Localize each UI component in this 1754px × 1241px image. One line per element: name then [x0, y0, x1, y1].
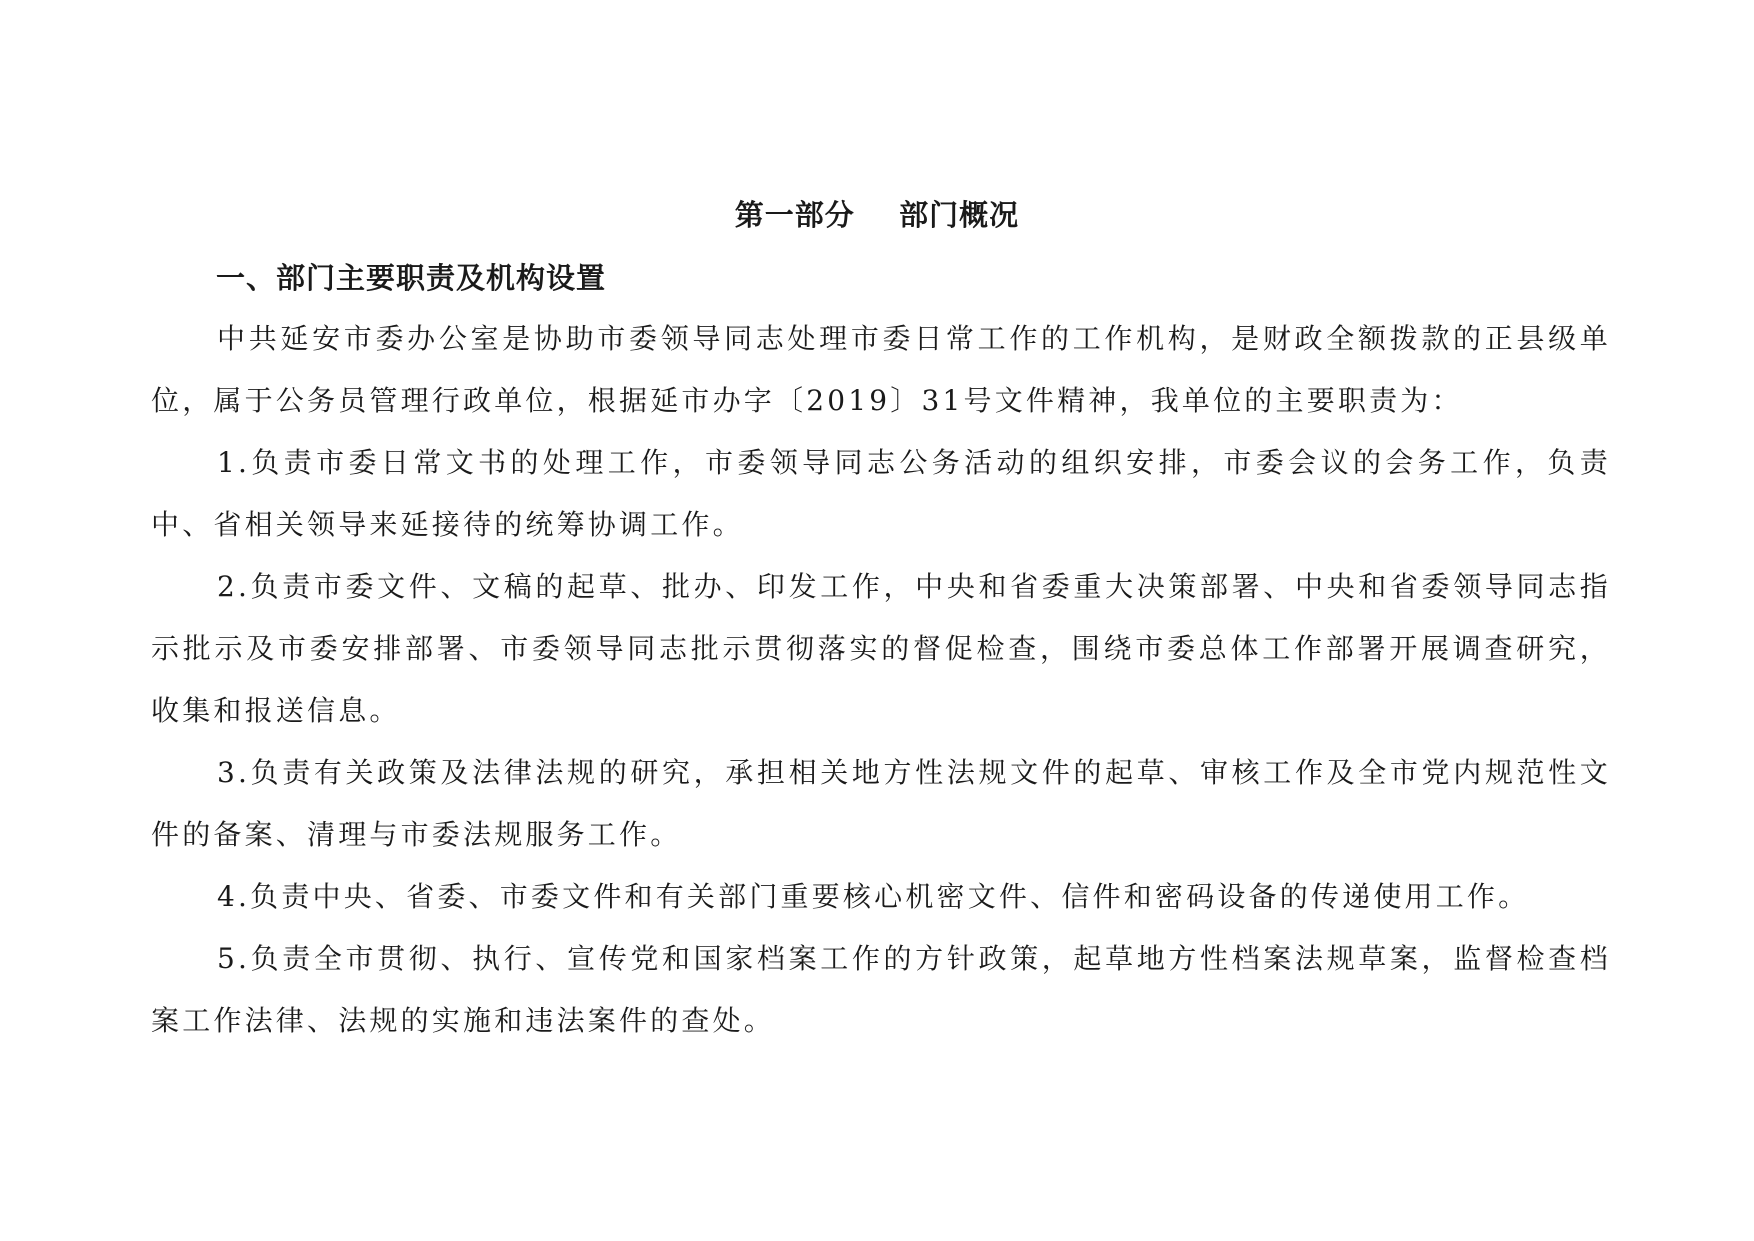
duty-paragraph-2: 2.负责市委文件、文稿的起草、批办、印发工作，中央和省委重大决策部署、中央和省委领导同志指示批示及市委安排部署、市委领导同志批示贯彻落实的督促检查，围绕市委总体工作部署开展调查研究，收集和报送信息。: [151, 570, 1611, 727]
part-title: 第一部分 部门概况: [734, 198, 1020, 232]
duty-paragraph-5: 5.负责全市贯彻、执行、宣传党和国家档案工作的方针政策，起草地方性档案法规草案，监督检查档案工作法律、法规的实施和违法案件的查处。: [151, 942, 1611, 1037]
intro-paragraph: 中共延安市委办公室是协助市委领导同志处理市委日常工作的工作机构，是财政全额拨款的正县级单位，属于公务员管理行政单位，根据延市办字〔2019〕31号文件精神，我单位的主要职责为：: [151, 322, 1611, 417]
duty-paragraph-1: 1.负责市委日常文书的处理工作，市委领导同志公务活动的组织安排，市委会议的会务工作，负责中、省相关领导来延接待的统筹协调工作。: [151, 446, 1611, 541]
duty-paragraph-3: 3.负责有关政策及法律法规的研究，承担相关地方性法规文件的起草、审核工作及全市党内规范性文件的备案、清理与市委法规服务工作。: [151, 756, 1611, 851]
duty-paragraph-4: 4.负责中央、省委、市委文件和有关部门重要核心机密文件、信件和密码设备的传递使用工作。: [217, 880, 1530, 913]
section-heading: 一、部门主要职责及机构设置: [216, 261, 607, 295]
